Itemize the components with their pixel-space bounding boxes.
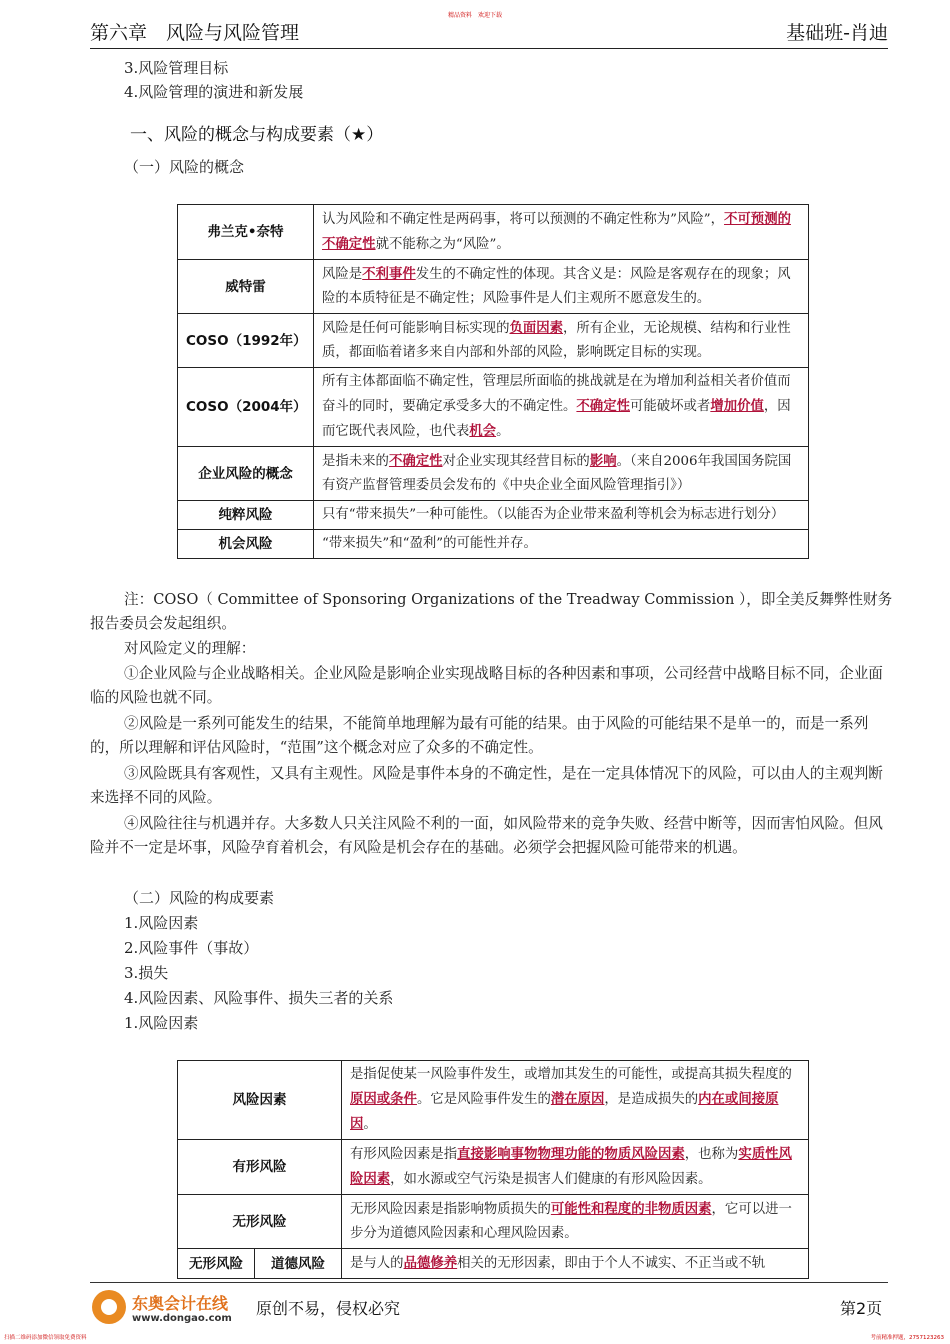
logo-mark-icon [92,1290,126,1324]
row-text: 只有“带来损失”一种可能性。（以能否为企业带来盈利等机会为标志进行划分） [314,501,809,530]
table-row [178,205,809,260]
row-text: 是与人的品德修养相关的无形因素，即由于个人不诚实、不正当或不轨 [342,1249,809,1279]
row-text: 认为风险和不确定性是两码事，将可以预测的不确定性称为”风险”，不可预测的不确定性就不能称之为“风险”。 [314,205,809,260]
logo-name: 东奥会计在线 [132,1294,229,1313]
class-name: 基础班-肖迪 [786,22,888,44]
risk-factor-table [177,1060,809,1279]
row-label: 无形风险 [178,1195,342,1249]
row-label: COSO（1992年） [178,314,314,368]
row-label: 威特雷 [178,260,314,314]
row-label: 无形风险 [178,1249,255,1279]
footer-note-right: 考前精准押题，2757123263 [870,1335,944,1341]
table-row [178,1249,809,1279]
footer-note-left: 扫描二维码添加微信领取免费资料 [4,1335,87,1341]
outline-item-3: 3.风险管理目标 [124,59,229,77]
row-label: COSO（2004年） [178,368,314,447]
risk-concept-table [177,204,809,559]
footer-slogan: 原创不易，侵权必究 [256,1299,401,1318]
section-title: 一、风险的概念与构成要素（★） [130,125,384,145]
note-coso: 注：COSO（ Committee of Sponsoring Organizations of the Treadway Commission ），即全美反舞弊性财务报告委员会发起组织。 [90,591,893,632]
row-label: 机会风险 [178,530,314,559]
row-text: 是指未来的不确定性对企业实现其经营目标的影响。（来自2006年我国国务院国有资产监督管理委员会发布的《中央企业全面风险管理指引》） [314,447,809,501]
element-item-2: 2.风险事件（事故） [124,939,259,957]
page-header [0,0,950,48]
element-heading-1: 1.风险因素 [124,1014,199,1032]
element-item-3: 3.损失 [124,964,169,982]
note-point-2: ②风险是一系列可能发生的结果，不能简单地理解为最有可能的结果。由于风险的可能结果不是单一的，而是一系列的，所以理解和评估风险时，“范围”这个概念对应了众多的不确定性。 [90,715,869,756]
header-watermark-note: 精品资料 欢迎下载 [448,12,503,19]
row-text: 有形风险因素是指直接影响事物物理功能的物质风险因素，也称为实质性风险因素，如水源或空气污染是损害人们健康的有形风险因素。 [342,1140,809,1195]
footer-divider [90,1282,888,1283]
table-row [178,501,809,530]
note-point-4: ④风险往往与机遇并存。大多数人只关注风险不利的一面，如风险带来的竞争失败、经营中断等，因而害怕风险。但风险并不一定是坏事，风险孕育着机会，有风险是机会存在的基础。必须学会把握风险可能带来的机遇。 [90,815,883,856]
row-text: 风险是不利事件发生的不确定性的体现。其含义是：风险是客观存在的现象；风险的本质特征是不确定性；风险事件是人们主观所不愿意发生的。 [314,260,809,314]
table-row [178,1140,809,1195]
table-row [178,1195,809,1249]
note-definition-heading: 对风险定义的理解： [124,640,256,657]
page-number: 第2页 [840,1299,883,1318]
subsection-title-2: （二）风险的构成要素 [124,889,275,907]
row-label: 纯粹风险 [178,501,314,530]
table-row [178,530,809,559]
row-label: 风险因素 [178,1061,342,1140]
row-sublabel: 道德风险 [255,1249,342,1279]
table-row [178,368,809,447]
row-text: 无形风险因素是指影响物质损失的可能性和程度的非物质因素，它可以进一步分为道德风险因素和心理风险因素。 [342,1195,809,1249]
table-row [178,260,809,314]
element-item-4: 4.风险因素、风险事件、损失三者的关系 [124,989,394,1007]
table-row [178,447,809,501]
dongao-logo [92,1290,252,1330]
row-text: 是指促使某一风险事件发生，或增加其发生的可能性，或提高其损失程度的原因或条件。它是风险事件发生的潜在原因，是造成损失的内在或间接原因。 [342,1061,809,1140]
note-point-3: ③风险既具有客观性，又具有主观性。风险是事件本身的不确定性，是在一定具体情况下的风险，可以由人的主观判断来选择不同的风险。 [90,765,883,806]
note-point-1: ①企业风险与企业战略相关。企业风险是影响企业实现战略目标的各种因素和事项，公司经营中战略目标不同，企业面临的风险也就不同。 [90,665,883,706]
table-row [178,314,809,368]
header-divider [90,48,888,49]
row-text: “带来损失”和“盈利”的可能性并存。 [314,530,809,559]
logo-url: www.dongao.com [132,1313,232,1324]
subsection-title-1: （一）风险的概念 [124,158,245,176]
table-row [178,1061,809,1140]
element-item-1: 1.风险因素 [124,914,199,932]
row-text: 所有主体都面临不确定性，管理层所面临的挑战就是在为增加利益相关者价值而奋斗的同时，要确定承受多大的不确定性。不确定性可能破坏或者增加价值，因而它既代表风险，也代表机会。 [314,368,809,447]
row-label: 弗兰克•奈特 [178,205,314,260]
row-label: 有形风险 [178,1140,342,1195]
chapter-title: 第六章 风险与风险管理 [90,22,300,44]
outline-item-4: 4.风险管理的演进和新发展 [124,83,304,101]
row-label: 企业风险的概念 [178,447,314,501]
row-text: 风险是任何可能影响目标实现的负面因素，所有企业，无论规模、结构和行业性质，都面临着诸多来自内部和外部的风险，影响既定目标的实现。 [314,314,809,368]
